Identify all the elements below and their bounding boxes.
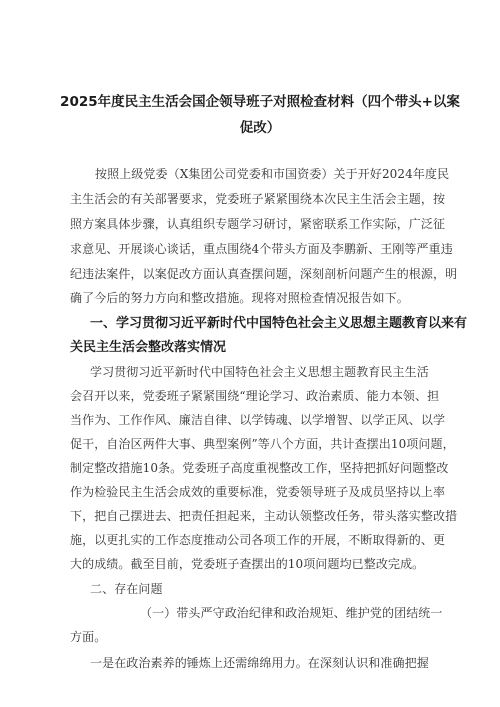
intro-line-6: 确了今后的努力方向和整改措施。现将对照检查情况报告如下。 <box>70 291 409 305</box>
section-1-line-9: 大的成绩。截至目前，党委班子查摆出的10项问题均已整改完成。 <box>70 557 425 571</box>
intro-line-3: 照方案具体步骤，认真组织专题学习研讨，紧密联系工作实际，广泛征 <box>70 217 446 231</box>
problem-1-line-1: 一是在政治素养的锤炼上还需绵绵用力。在深刻认识和准确把握 <box>90 656 429 670</box>
subsection-1-line-1: （一）带头严守政治纪律和政治规矩、维护党的团结统一 <box>140 606 443 620</box>
intro-line-2: 主生活会的有关部署要求，党委班子紧紧围绕本次民主生活会主题，按 <box>70 192 446 206</box>
section-1-heading-line-1: 一、学习贯彻习近平新时代中国特色社会主义思想主题教育以来有 <box>90 316 468 331</box>
document-title-line-2: 促改） <box>239 120 281 136</box>
section-1-line-7: 下，把自己摆进去、把责任担起来，主动认领整改任务，带头落实整改措 <box>70 509 458 523</box>
intro-line-1: 按照上级党委（X集团公司党委和市国资委）关于开好2024年度民 <box>95 167 450 181</box>
intro-line-5: 纪违法案件，以案促改方面认真查摆问题，深刻剖析问题产生的根源，明 <box>70 267 458 281</box>
section-1-line-8: 施，以更扎实的工作态度推动公司各项工作的开展，不断取得新的、更 <box>70 533 446 547</box>
section-1-line-6: 作为检验民主生活会成效的重要标准，党委领导班子及成员坚持以上率 <box>70 485 446 499</box>
section-1-heading-line-2: 关民主生活会整改落实情况 <box>70 340 227 355</box>
section-2-heading: 二、存在问题 <box>90 582 163 596</box>
subsection-1-line-2: 方面。 <box>70 630 107 644</box>
intro-line-4: 求意见、开展谈心谈话，重点围绕4个带头方面及李鹏新、王刚等严重违 <box>70 242 453 256</box>
section-1-line-1: 学习贯彻习近平新时代中国特色社会主义思想主题教育民主生活 <box>90 365 429 379</box>
document-title-line-1: 2025年度民主生活会国企领导班子对照检查材料（四个带头+以案 <box>60 94 460 110</box>
section-1-line-2: 会召开以来，党委班子紧紧围绕“理论学习、政治素质、能力本领、担 <box>70 389 440 403</box>
section-1-line-4: 促干，自治区两件大事、典型案例”等八个方面，共计查摆出10项问题， <box>70 437 455 451</box>
section-1-line-5: 制定整改措施10条。党委班子高度重视整改工作，坚持把抓好问题整改 <box>70 461 449 475</box>
section-1-line-3: 当作为、工作作风、廉洁自律、以学铸魂、以学增智、以学正风、以学 <box>70 413 446 427</box>
